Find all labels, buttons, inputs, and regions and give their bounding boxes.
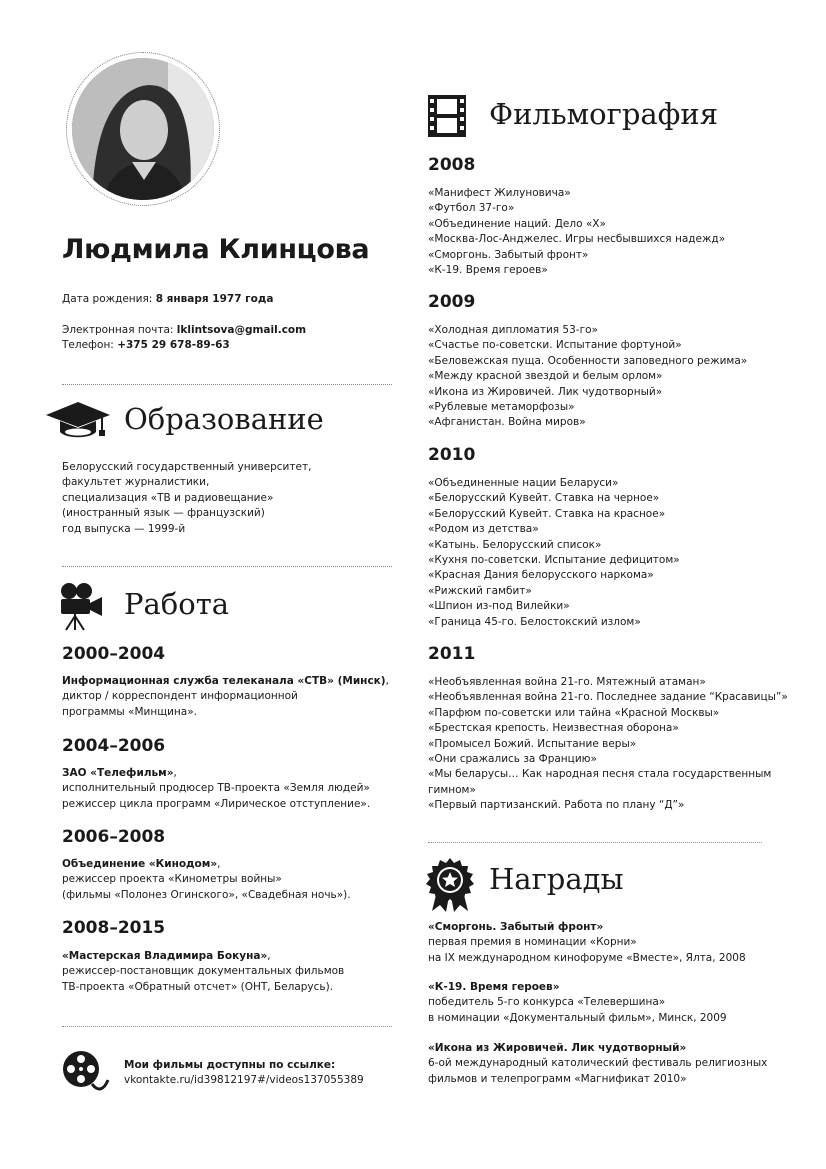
- job-line: ТВ-проекта «Обратный отсчет» (ОНТ, Беларусь).: [62, 980, 334, 993]
- award-film: «Икона из Жировичей. Лик чудотворный»: [428, 1042, 687, 1054]
- education-title: Образование: [124, 402, 324, 436]
- film-item: «Необъявленная война 21-го. Мятежный атаман»: [428, 676, 706, 688]
- film-item: «Белорусский Кувейт. Ставка на красное»: [428, 507, 666, 520]
- films-link-label: Мои фильмы доступны по ссылке:: [124, 1059, 336, 1071]
- job-period: 2004–2006: [62, 736, 166, 756]
- education-line: год выпуска — 1999-й: [62, 522, 186, 535]
- award-entry: [428, 1041, 767, 1087]
- job-org-suffix: ,: [267, 950, 271, 962]
- job-org-suffix: ,: [217, 858, 221, 870]
- filmography-year: 2009: [428, 292, 476, 312]
- filmography-title: Фильмография: [489, 97, 718, 131]
- job-line: программы «Минщина».: [62, 705, 197, 718]
- film-list: [428, 675, 788, 814]
- job-line: режиссер проекта «Кинометры войны»: [62, 873, 282, 886]
- job-org: «Мастерская Владимира Бокуна»: [62, 950, 268, 962]
- film-item: «Манифест Жилуновича»: [428, 187, 571, 199]
- film-item: гимном»: [428, 783, 476, 796]
- film-item: «Холодная дипломатия 53-го»: [428, 324, 598, 336]
- award-line: фильмов и телепрограмм «Магнификат 2010»: [428, 1072, 687, 1085]
- job-line: диктор / корреспондент информационной: [62, 690, 298, 703]
- birth-label: Дата рождения:: [62, 293, 153, 305]
- job-org-suffix: ,: [385, 675, 389, 687]
- film-item: «Мы беларусы… Как народная песня стала государственным: [428, 768, 772, 781]
- film-item: «Кухня по-советски. Испытание дефицитом»: [428, 554, 680, 567]
- filmography-year: 2008: [428, 155, 476, 175]
- award-entry: [428, 920, 746, 966]
- job-period: 2008–2015: [62, 918, 166, 938]
- film-item: «Сморгонь. Забытый фронт»: [428, 248, 589, 261]
- film-list: [428, 323, 747, 431]
- education-line: специализация «ТВ и радиовещание»: [62, 491, 274, 504]
- education-line: факультет журналистики,: [62, 476, 210, 489]
- film-item: «Объединение наций. Дело «Х»: [428, 217, 606, 230]
- job-entry: [62, 857, 351, 903]
- film-item: «Счастье по-советски. Испытание фортуной»: [428, 339, 682, 352]
- award-line: в номинации «Документальный фильм», Минск, 2009: [428, 1011, 727, 1024]
- movie-camera-icon: [58, 582, 104, 636]
- film-item: «Парфюм по-советски или тайна «Красной Москвы»: [428, 706, 720, 719]
- award-line: 6-ой международный католический фестиваль религиозных: [428, 1057, 768, 1070]
- email-label: Электронная почта:: [62, 324, 174, 336]
- film-item: «Промысел Божий. Испытание веры»: [428, 737, 637, 750]
- award-entry: [428, 980, 727, 1026]
- films-link-block: [124, 1058, 364, 1089]
- job-line: исполнительный продюсер ТВ-проекта «Земля людей»: [62, 782, 370, 795]
- job-org: ЗАО «Телефильм»: [62, 767, 174, 779]
- award-line: на IX международном кинофоруме «Вместе», Ялта, 2008: [428, 951, 746, 964]
- film-item: «К-19. Время героев»: [428, 264, 548, 277]
- award-film: «Сморгонь. Забытый фронт»: [428, 921, 604, 933]
- film-item: «Необъявленная война 21-го. Последнее задание “Красавицы”»: [428, 691, 788, 704]
- award-rosette-icon: [424, 857, 476, 917]
- job-org: Информационная служба телеканала «СТВ» (Минск): [62, 675, 386, 687]
- film-item: «Красная Дания белорусского наркома»: [428, 569, 654, 582]
- divider: [428, 842, 762, 843]
- film-list: [428, 476, 680, 630]
- work-title: Работа: [124, 587, 230, 621]
- education-details: [62, 460, 311, 537]
- job-entry: [62, 949, 344, 995]
- film-item: «Брестская крепость. Неизвестная оборона»: [428, 722, 679, 735]
- birth-date: [62, 292, 273, 307]
- film-item: «Объединенные нации Беларуси»: [428, 477, 619, 489]
- film-item: «Беловежская пуща. Особенности заповедного режима»: [428, 354, 748, 367]
- film-item: «Между красной звездой и белым орлом»: [428, 370, 663, 383]
- person-name: Людмила Клинцова: [62, 234, 370, 265]
- film-reel-icon: [62, 1050, 114, 1096]
- film-item: «Футбол 37-го»: [428, 202, 515, 215]
- film-item: «Они сражались за Францию»: [428, 753, 597, 766]
- job-entry: [62, 766, 370, 812]
- award-line: победитель 5-го конкурса «Телевершина»: [428, 996, 666, 1009]
- films-link-url[interactable]: vkontakte.ru/id39812197#/videos137055389: [124, 1074, 364, 1087]
- film-item: «Афганистан. Война миров»: [428, 416, 586, 429]
- job-period: 2006–2008: [62, 827, 166, 847]
- film-item: «Рублевые метаморфозы»: [428, 401, 575, 414]
- education-line: (иностранный язык — французский): [62, 507, 265, 520]
- film-item: «Катынь. Белорусский список»: [428, 538, 602, 551]
- graduation-cap-icon: [44, 400, 112, 444]
- job-org-suffix: ,: [173, 767, 177, 779]
- job-line: (фильмы «Полонез Огинского», «Свадебная ночь»).: [62, 888, 351, 901]
- education-line: Белорусский государственный университет,: [62, 461, 312, 473]
- film-item: «Икона из Жировичей. Лик чудотворный»: [428, 385, 663, 398]
- award-line: первая премия в номинации «Корни»: [428, 936, 637, 949]
- contact-block: [62, 323, 306, 354]
- job-line: режиссер-постановщик документальных фильмов: [62, 965, 345, 978]
- film-strip-icon: [428, 95, 466, 141]
- award-film: «К-19. Время героев»: [428, 981, 560, 993]
- film-list: [428, 186, 725, 278]
- filmography-year: 2010: [428, 445, 476, 465]
- filmography-year: 2011: [428, 644, 476, 664]
- job-line: режиссер цикла программ «Лирическое отступление».: [62, 797, 371, 810]
- film-item: «Первый партизанский. Работа по плану “Д”»: [428, 799, 685, 812]
- job-entry: [62, 674, 389, 720]
- divider: [62, 384, 392, 385]
- job-period: 2000–2004: [62, 644, 166, 664]
- phone-label: Телефон:: [62, 339, 114, 352]
- divider: [62, 566, 392, 567]
- email-value[interactable]: lklintsova@gmail.com: [176, 324, 307, 336]
- awards-title: Награды: [489, 862, 624, 896]
- film-item: «Белорусский Кувейт. Ставка на черное»: [428, 492, 660, 505]
- film-item: «Рижский гамбит»: [428, 584, 532, 597]
- phone-value: +375 29 678-89-63: [117, 339, 230, 352]
- job-org: Объединение «Кинодом»: [62, 858, 218, 870]
- film-item: «Граница 45-го. Белостокский излом»: [428, 615, 641, 628]
- film-item: «Шпион из-под Вилейки»: [428, 600, 570, 613]
- birth-value: 8 января 1977 года: [155, 293, 274, 305]
- portrait-photo: [72, 58, 214, 200]
- film-item: «Родом из детства»: [428, 523, 539, 536]
- film-item: «Москва-Лос-Анджелес. Игры несбывшихся надежд»: [428, 233, 726, 246]
- divider: [62, 1026, 392, 1027]
